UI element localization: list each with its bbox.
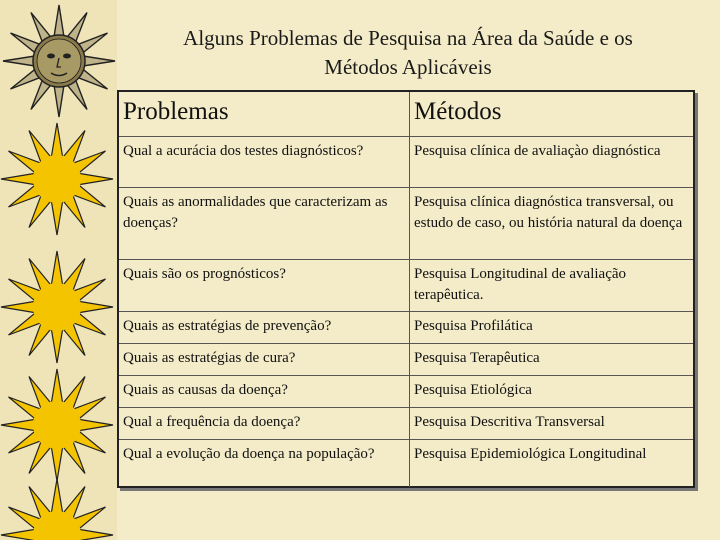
header-metodos: Métodos xyxy=(409,92,693,136)
problem-cell: Quais as causas da doença? xyxy=(123,382,288,398)
table-row xyxy=(119,439,693,487)
method-cell: Pesquisa Epidemiológica Longitudinal xyxy=(409,440,693,487)
slide-title xyxy=(118,24,698,82)
table-shadow-bottom xyxy=(120,488,698,491)
slide-title-line-1: Alguns Problemas de Pesquisa na Área da Saúde e os xyxy=(183,26,633,50)
problem-cell: Quais as estratégias de cura? xyxy=(123,350,296,366)
method-cell: Pesquisa Terapêutica xyxy=(409,344,693,376)
method-cell: Pesquisa Profilática xyxy=(409,312,693,344)
problem-cell: Qual a evolução da doença na população? xyxy=(123,446,375,462)
method-cell: Pesquisa Longitudinal de avaliação terapêutica. xyxy=(409,260,693,312)
problem-cell: Quais as estratégias de prevenção? xyxy=(123,318,332,334)
table-row xyxy=(119,311,693,344)
table-row xyxy=(119,407,693,440)
table-row xyxy=(119,136,693,188)
problem-cell: Quais são os prognósticos? xyxy=(123,266,286,282)
sun-icon xyxy=(0,122,115,237)
sun-icon xyxy=(0,250,115,365)
table-row xyxy=(119,187,693,260)
table-header-row xyxy=(119,92,693,136)
sun-icon xyxy=(0,368,115,483)
problem-cell: Qual a frequência da doença? xyxy=(123,414,301,430)
sun-face-icon xyxy=(2,4,116,118)
method-cell: Pesquisa Descritiva Transversal xyxy=(409,408,693,440)
table-row xyxy=(119,343,693,376)
method-cell: Pesquisa Etiológica xyxy=(409,376,693,408)
header-problemas: Problemas xyxy=(123,98,229,125)
method-cell: Pesquisa clínica de avaliaçào diagnóstica xyxy=(409,137,693,188)
table-shadow-right xyxy=(695,93,698,490)
problem-cell: Qual a acurácia dos testes diagnósticos? xyxy=(123,143,364,159)
slide-title-line-2: Métodos Aplicáveis xyxy=(324,55,492,79)
table-row xyxy=(119,259,693,312)
method-cell: Pesquisa clínica diagnóstica transversal, ou estudo de caso, ou história natural da doença xyxy=(409,188,693,260)
table-row xyxy=(119,375,693,408)
sun-icon xyxy=(0,478,115,540)
problem-cell: Quais as anormalidades que caracterizam as doenças? xyxy=(123,194,388,231)
problems-methods-table xyxy=(117,90,695,488)
